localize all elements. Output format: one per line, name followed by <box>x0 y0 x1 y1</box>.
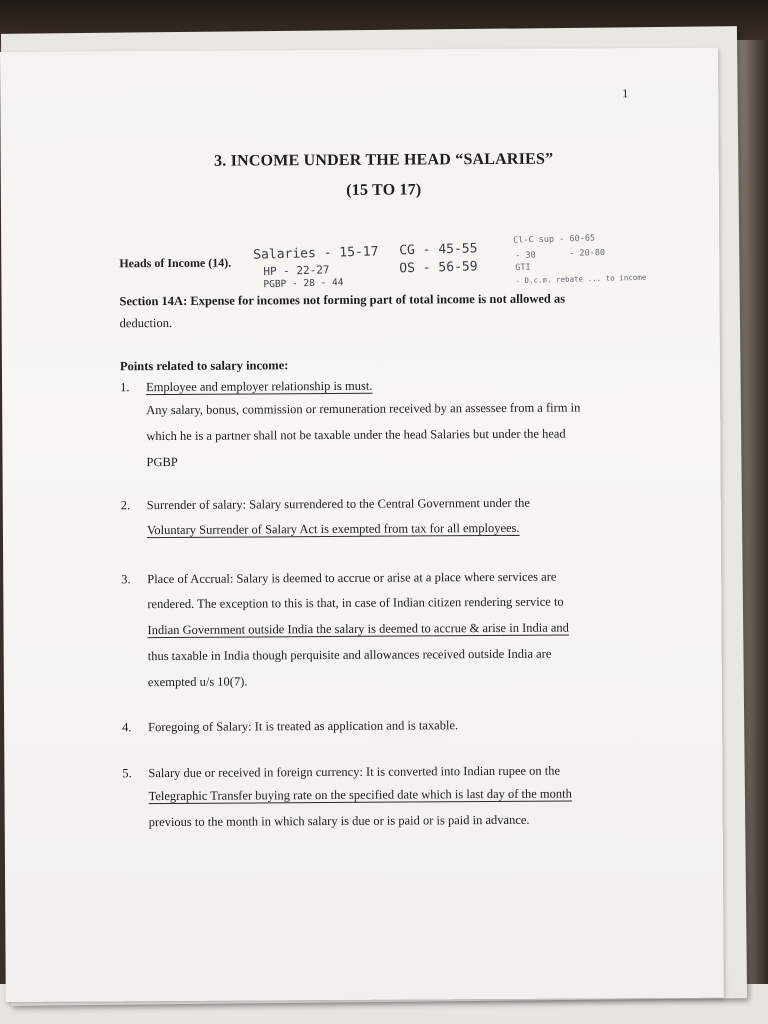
page-number: 1 <box>622 86 629 101</box>
handwritten-note-salaries: Salaries - 15-17 <box>253 244 379 263</box>
point-3-line-3: Indian Government outside India the salary is deemed to accrue & arise in India and <box>147 620 569 638</box>
point-5-line-2: Telegraphic Transfer buying rate on the specified date which is last day of the month <box>148 786 572 804</box>
points-heading: Points related to salary income: <box>119 358 289 374</box>
point-5 <box>122 759 560 786</box>
handwritten-note-20-80: - 20-80 <box>569 247 606 259</box>
point-1 <box>120 374 372 400</box>
handwritten-note-chapter: Cl-C sup - 60-65 <box>513 233 596 246</box>
heads-of-income-label: Heads of Income (14). <box>119 255 232 271</box>
point-2 <box>121 491 530 517</box>
handwritten-note-cg: CG - 45-55 <box>399 241 478 259</box>
point-5-number: 5. <box>122 766 132 781</box>
point-4-number: 4. <box>122 720 132 735</box>
point-5-line-3: previous to the month in which salary is due or is paid or is paid in advance. <box>148 812 530 830</box>
point-1-number: 1. <box>120 380 130 395</box>
point-1-line-1: Employee and employer relationship is must. <box>146 378 373 395</box>
point-1-line-2: Any salary, bonus, commission or remuneration received by an assessee from a firm in <box>146 400 581 418</box>
handwritten-note-gti: GTI <box>515 262 531 274</box>
point-3-line-4: thus taxable in India though perquisite and allowances received outside India are <box>147 646 552 664</box>
section-14a-text: Section 14A: Expense for incomes not forming part of total income is not allowed as <box>119 291 566 309</box>
point-2-line-1: Surrender of salary: Salary surrendered to the Central Government under the <box>146 495 531 513</box>
section-14a-line-2: deduction. <box>119 315 173 331</box>
section-14a-line-1 <box>119 289 565 312</box>
point-2-line-2: Voluntary Surrender of Salary Act is exempted from tax for all employees. <box>146 520 520 538</box>
point-2-number: 2. <box>120 498 131 513</box>
point-1-line-3: which he is a partner shall not be taxable under the head Salaries but under the head <box>146 426 566 444</box>
chapter-title: 3. INCOME UNDER THE HEAD “SALARIES” <box>214 150 554 170</box>
handwritten-note-os: OS - 56-59 <box>399 259 478 277</box>
point-4 <box>122 713 458 739</box>
chapter-subtitle: (15 TO 17) <box>346 181 422 199</box>
point-5-line-1: Salary due or received in foreign currency: It is converted into Indian rupee on the <box>148 763 561 781</box>
point-3 <box>121 565 556 592</box>
point-1-line-4: PGBP <box>146 454 178 470</box>
handwritten-note-hp: HP - 22-27 <box>263 263 330 279</box>
point-3-line-2: rendered. The exception to this is that, in case of Indian citizen rendering service to <box>147 594 564 612</box>
point-4-line-1: Foregoing of Salary: It is treated as application and is taxable. <box>148 718 459 735</box>
point-3-line-1: Place of Accrual: Salary is deemed to accrue or arise at a place where services are <box>147 569 557 587</box>
point-3-line-5: exempted u/s 10(7). <box>147 674 248 690</box>
handwritten-note-deduction: - D.c.m. rebate ... to income <box>515 272 647 286</box>
handwritten-note-pgbp: PGBP - 28 - 44 <box>263 277 344 291</box>
document-page <box>0 48 724 1002</box>
handwritten-note-30: - 30 <box>515 250 536 262</box>
point-3-number: 3. <box>121 572 131 587</box>
